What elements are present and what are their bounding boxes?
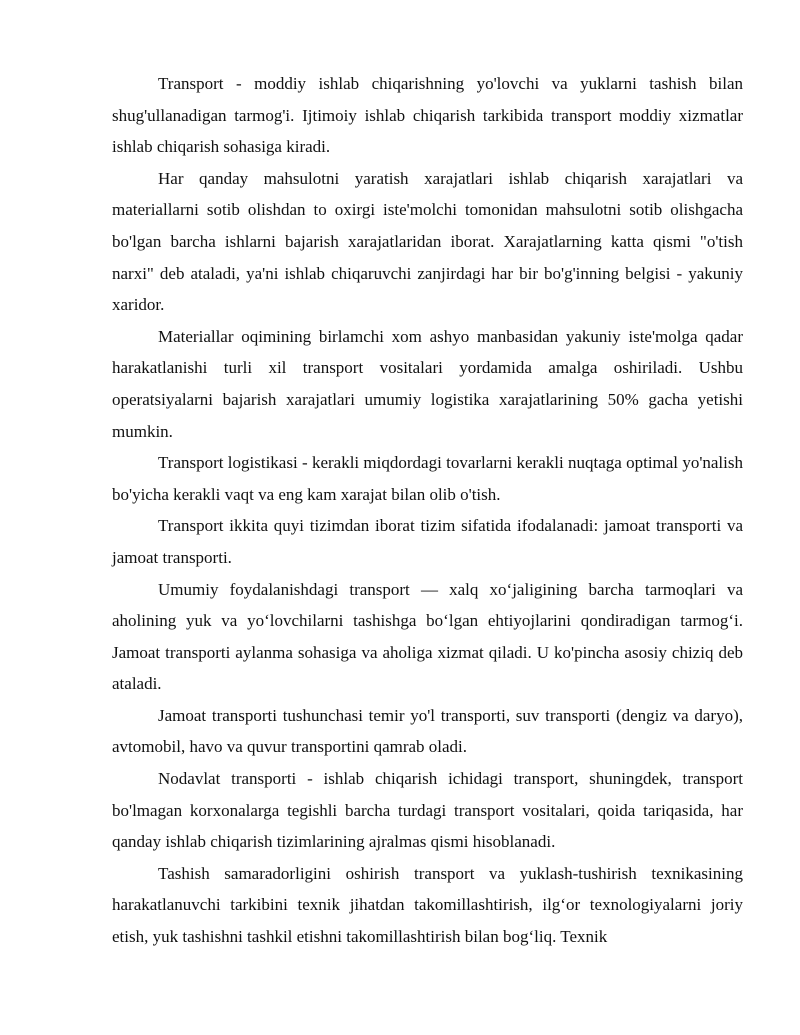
paragraph-public-transport: Umumiy foydalanishdagi transport — xalq xo‘jaligining barcha tarmoqlari va aholining yuk va yo‘lovchilarni tashishga bo‘lgan ehtiyojlarini qondiradigan tarmog‘i. Jamoat transporti aylanma sohasiga va aholiga xizmat qiladi. U ko'pincha asosiy chiziq deb ataladi. — [112, 579, 743, 694]
paragraph-transport-efficiency: Tashish samaradorligini oshirish transport va yuklash-tushirish texnikasining harakatlanuvchi tarkibini texnik jihatdan takomillashtirish, ilg‘or texnologiyalarni joriy etish, yuk tashishni tashkil etishni takomillashtirish bilan bog‘liq. Texnik — [112, 863, 743, 947]
paragraph-transport-subsystems: Transport ikkita quyi tizimdan iborat tizim sifatida ifodalanadi: jamoat transporti va jamoat transporti. — [112, 516, 743, 567]
document-page — [112, 68, 743, 953]
paragraph-production-costs: Har qanday mahsulotni yaratish xarajatlari ishlab chiqarish xarajatlari va materiallarni sotib olishdan to oxirgi iste'molchi tomonidan mahsulotni sotib olishgacha bo'lgan barcha ishlarni bajarish xarajatlaridan iborat. Xarajatlarning katta qismi "o'tish narxi" deb ataladi, ya'ni ishlab chiqaruvchi zanjirdagi har bir bo'g'inning belgisi - yakuniy xaridor. — [112, 168, 743, 315]
paragraph-public-transport-concept: Jamoat transporti tushunchasi temir yo'l transporti, suv transporti (dengiz va daryo), avtomobil, havo va quvur transportini qamrab oladi. — [112, 705, 743, 757]
paragraph-material-flow: Materiallar oqimining birlamchi xom ashyo manbasidan yakuniy iste'molga qadar harakatlanishi turli xil transport vositalari yordamida amalga oshiriladi. Ushbu operatsiyalarni bajarish xarajatlari umumiy logistika xarajatlarining 50% gacha yetishi mumkin. — [112, 326, 743, 441]
paragraph-non-state-transport: Nodavlat transporti - ishlab chiqarish ichidagi transport, shuningdek, transport bo'lmagan korxonalarga tegishli barcha turdagi transport vositalari, qoida tariqasida, har qanday ishlab chiqarish tizimlarining ajralmas qismi hisoblanadi. — [112, 769, 743, 852]
paragraph-transport-logistics: Transport logistikasi - kerakli miqdordagi tovarlarni kerakli nuqtaga optimal yo'nalish bo'yicha kerakli vaqt va eng kam xarajat bilan olib o'tish. — [112, 453, 743, 504]
paragraph-transport-definition: Transport - moddiy ishlab chiqarishning yo'lovchi va yuklarni tashish bilan shug'ullanadigan tarmog'i. Ijtimoiy ishlab chiqarish tarkibida transport moddiy xizmatlar ishlab chiqarish sohasiga kiradi. — [112, 74, 743, 157]
